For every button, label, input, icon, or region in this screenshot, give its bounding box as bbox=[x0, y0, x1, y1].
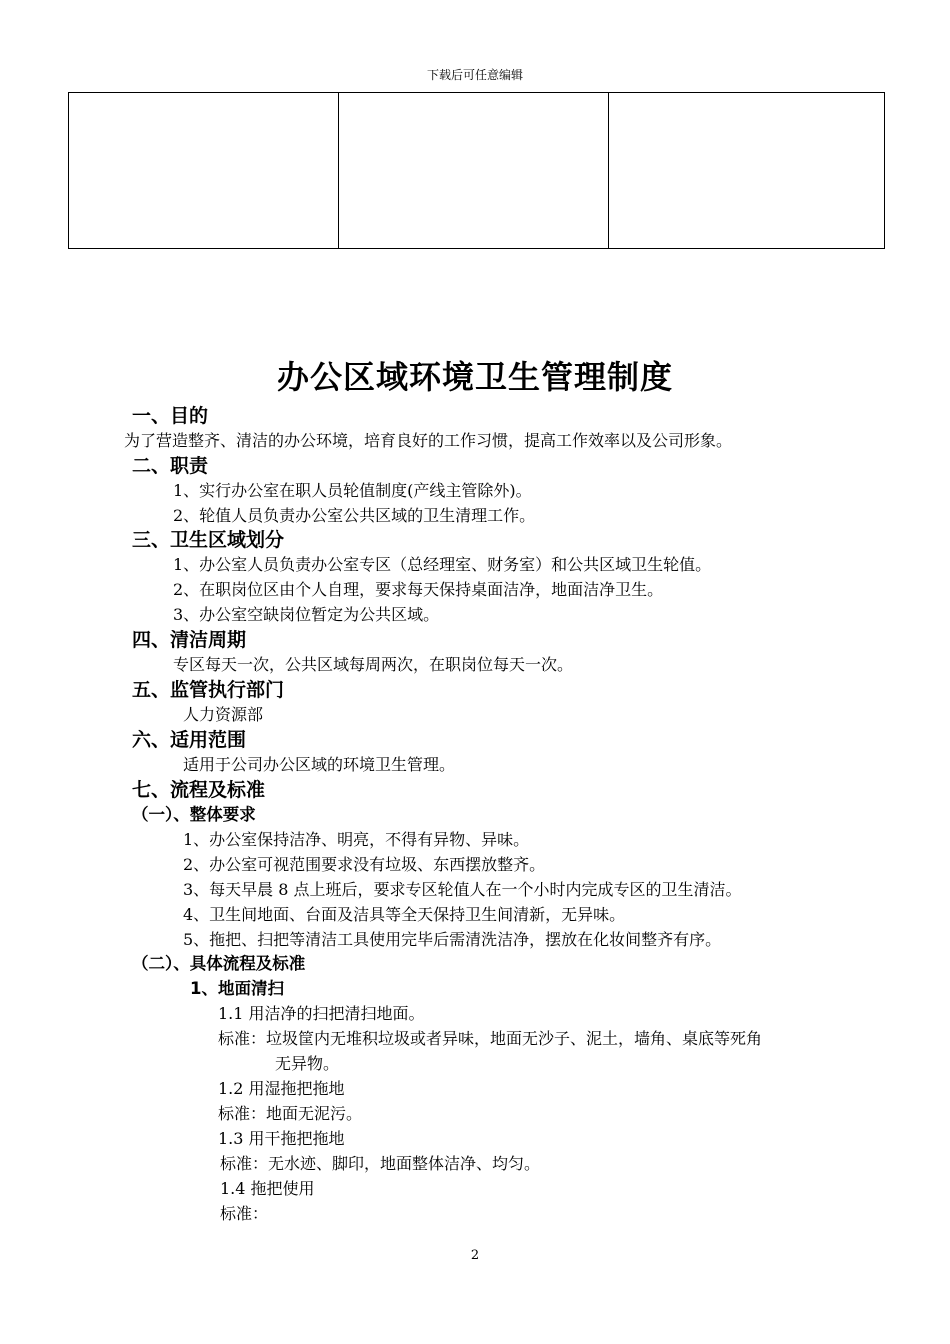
area-item: 1、办公室人员负责办公室专区（总经理室、财务室）和公共区域卫生轮值。 bbox=[173, 555, 712, 574]
document-title: 办公区域环境卫生管理制度 bbox=[276, 358, 673, 396]
step-line: 1.4 拖把使用 bbox=[220, 1179, 315, 1198]
duty-item: 2、轮值人员负责办公室公共区域的卫生清理工作。 bbox=[173, 506, 536, 525]
step-line: 1.2 用湿拖把拖地 bbox=[218, 1079, 345, 1098]
area-item: 3、办公室空缺岗位暂定为公共区域。 bbox=[173, 605, 440, 624]
standard-line: 标准：地面无泥污。 bbox=[218, 1104, 363, 1123]
overall-item: 2、办公室可视范围要求没有垃圾、东西摆放整齐。 bbox=[183, 855, 546, 874]
overall-item: 3、每天早晨 8 点上班后，要求专区轮值人在一个小时内完成专区的卫生清洁。 bbox=[183, 880, 742, 899]
section-heading-process: 七、流程及标准 bbox=[132, 779, 266, 801]
standard-line: 标准：无水迹、脚印，地面整体洁净、均匀。 bbox=[220, 1154, 541, 1173]
step-line: 1.3 用干拖把拖地 bbox=[218, 1129, 345, 1148]
section-heading-purpose: 一、目的 bbox=[132, 405, 209, 427]
floor-cleaning-heading: 1、地面清扫 bbox=[190, 979, 284, 998]
section-heading-cycle: 四、清洁周期 bbox=[132, 629, 247, 651]
top-table bbox=[68, 92, 885, 249]
step-line: 1.1 用洁净的扫把清扫地面。 bbox=[218, 1004, 425, 1023]
standard-line: 标准： bbox=[220, 1204, 269, 1223]
area-item: 2、在职岗位区由个人自理，要求每天保持桌面洁净，地面洁净卫生。 bbox=[173, 580, 664, 599]
table-cell bbox=[69, 93, 339, 249]
subsection-heading-overall: （一）、整体要求 bbox=[132, 805, 256, 824]
standard-line: 标准：垃圾筐内无堆积垃圾或者异味，地面无沙子、泥土，墙角、桌底等死角 bbox=[218, 1029, 763, 1048]
section-heading-scope: 六、适用范围 bbox=[132, 729, 247, 751]
overall-item: 1、办公室保持洁净、明亮，不得有异物、异味。 bbox=[183, 830, 530, 849]
duty-item: 1、实行办公室在职人员轮值制度(产线主管除外)。 bbox=[173, 481, 532, 500]
table-cell bbox=[609, 93, 885, 249]
scope-text: 适用于公司办公区域的环境卫生管理。 bbox=[183, 755, 456, 774]
overall-item: 5、拖把、扫把等清洁工具使用完毕后需清洗洁净，摆放在化妆间整齐有序。 bbox=[183, 930, 722, 949]
overall-item: 4、卫生间地面、台面及洁具等全天保持卫生间清新，无异味。 bbox=[183, 905, 626, 924]
section-heading-areas: 三、卫生区域划分 bbox=[132, 529, 285, 551]
standard-line-cont: 无异物。 bbox=[275, 1054, 340, 1073]
header-note: 下载后可任意编辑 bbox=[426, 68, 523, 82]
cycle-text: 专区每天一次，公共区域每周两次，在职岗位每天一次。 bbox=[173, 655, 574, 674]
page-number: 2 bbox=[470, 1248, 480, 1263]
section-heading-duties: 二、职责 bbox=[132, 455, 209, 477]
supervision-text: 人力资源部 bbox=[183, 705, 264, 724]
section-heading-supervision: 五、监管执行部门 bbox=[132, 679, 285, 701]
table-cell bbox=[339, 93, 609, 249]
purpose-text: 为了营造整齐、清洁的办公环境，培育良好的工作习惯，提高工作效率以及公司形象。 bbox=[124, 431, 733, 450]
subsection-heading-detail: （二）、具体流程及标准 bbox=[132, 954, 306, 973]
